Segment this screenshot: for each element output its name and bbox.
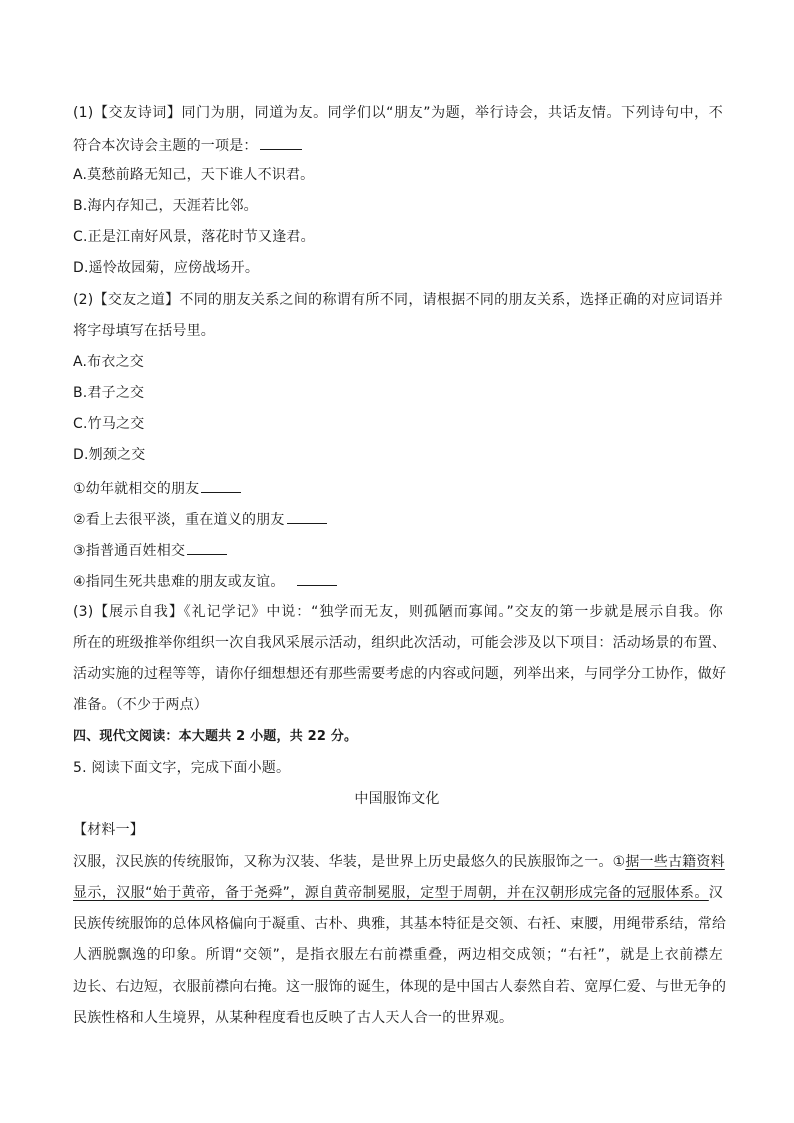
paragraph-line-2-text: 汉 [708,885,723,901]
paragraph-line-4: 人洒脱飘逸的印象。所谓“交领”，是指衣服左右前襟重叠，两边相交成领；“右衽”，就是上衣前襟左 [73,947,723,963]
q1-option-b: B.海内存知己，天涯若比邻。 [73,198,258,214]
q2-item-4 [73,570,723,592]
q3-stem-line2: 所在的班级推举你组织一次自我风采展示活动，组织此次活动，可能会涉及以下项目：活动场景的布置、 [73,635,727,651]
q2-item-1-blank[interactable] [201,477,241,493]
q2-item-3 [73,539,723,561]
q2-item-2-blank[interactable] [287,508,327,524]
q1-option-a: A.莫愁前路无知己，天下谁人不识君。 [73,167,315,183]
q2-item-4-text: ④指同生死共患难的朋友或友谊。 [73,574,285,590]
q2-item-2 [73,508,723,530]
paragraph-line-2 [73,883,723,903]
q2-item-3-text: ③指普通百姓相交 [73,543,186,559]
q1-stem-line2 [73,134,723,156]
q1-option-c: C.正是江南好风景，落花时节又逢君。 [73,229,315,245]
article-title: 中国服饰文化 [354,791,440,807]
paragraph-line-1-text: 汉服，汉民族的传统服饰，又称为汉装、华装，是世界上历史最悠久的民族服饰之一。① [73,854,626,870]
q2-stem-line2: 将字母填写在括号里。 [73,323,215,339]
paragraph-line-3: 民族传统服饰的总体风格偏向于凝重、古朴、典雅，其基本特征是交领、右衽、束腰，用绳带系结，常给 [73,916,727,932]
q1-option-d: D.遥怜故园菊，应傍战场开。 [73,260,260,276]
q2-stem-line1: (2)【交友之道】不同的朋友关系之间的称谓有所不同，请根据不同的朋友关系，选择正确的对应词语并 [73,292,723,308]
q1-stem-line1: (1)【交友诗词】同门为朋，同道为友。同学们以“朋友”为题，举行诗会，共话友情。下列诗句中，不 [73,105,723,121]
q2-option-a: A.布衣之交 [73,354,144,370]
q2-option-d: D.刎颈之交 [73,447,146,463]
q3-stem-line1: (3)【展示自我】《礼记学记》中说：“独学而无友，则孤陋而寡闻。”交友的第一步就是展示自我。你 [73,604,723,620]
q1-stem-text: 符合本次诗会主题的一项是： [73,138,258,154]
paragraph-line-1 [73,852,723,872]
paragraph-line-6: 民族性格和人生境界，从某种程度看也反映了古人天人合一的世界观。 [73,1010,514,1026]
paragraph-line-5: 边长、右边短，衣服前襟向右掩。这一服饰的诞生，体现的是中国古人泰然自若、宽厚仁爱、与世无争的 [73,979,727,995]
q2-item-2-text: ②看上去很平淡，重在道义的朋友 [73,512,285,528]
q2-option-c: C.竹马之交 [73,416,145,432]
q3-stem-line3: 活动实施的过程等等，请你仔细想想还有那些需要考虑的内容或问题，列举出来，与同学分工协作，做好 [73,666,727,682]
underlined-sentence-start: 据一些古籍资料 [625,854,725,870]
section-heading: 四、现代文阅读：本大题共 2 小题，共 22 分。 [73,729,358,744]
q2-item-1-text: ①幼年就相交的朋友 [73,481,200,497]
q1-answer-blank[interactable] [260,134,302,150]
q3-stem-line4: 准备。（不少于两点） [73,697,208,713]
q2-item-4-blank[interactable] [297,570,337,586]
q2-option-b: B.君子之交 [73,385,145,401]
q5-instruction: 5. 阅读下面文字，完成下面小题。 [73,760,291,776]
underlined-sentence-end: 显示，汉服“始于黄帝，备于尧舜”，源自黄帝制冕服，定型于周朝，并在汉朝形成完备的冠服体系。 [73,885,709,901]
q2-item-1 [73,477,723,499]
material-label: 【材料一】 [73,822,144,838]
q2-item-3-blank[interactable] [187,539,227,555]
